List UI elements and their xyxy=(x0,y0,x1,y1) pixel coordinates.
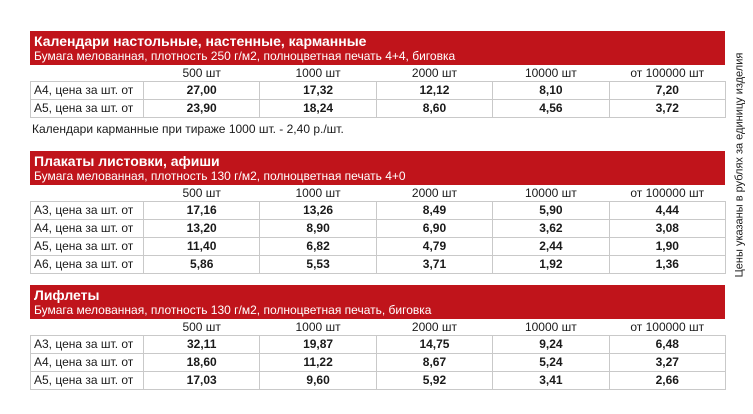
section-header xyxy=(30,31,725,65)
section-title: Плакаты листовки, афиши xyxy=(34,153,220,169)
price-cell: 17,16 xyxy=(144,202,260,220)
row-label: А3, цена за шт. от xyxy=(31,336,144,354)
column-header: 10000 шт xyxy=(524,319,577,334)
column-header: от 100000 шт xyxy=(630,319,705,334)
section-title: Лифлеты xyxy=(34,287,100,303)
table-row xyxy=(31,354,726,372)
price-cell: 18,60 xyxy=(144,354,260,372)
column-header: 500 шт xyxy=(182,65,221,80)
price-cell: 1,90 xyxy=(609,238,725,256)
table-row xyxy=(31,256,726,274)
price-cell: 3,41 xyxy=(493,372,609,390)
row-label: А6, цена за шт. от xyxy=(31,256,144,274)
price-cell: 5,24 xyxy=(493,354,609,372)
column-header: 2000 шт xyxy=(411,319,458,334)
price-cell: 6,82 xyxy=(260,238,376,256)
price-cell: 8,60 xyxy=(376,100,492,118)
section-title: Календари настольные, настенные, карманные xyxy=(34,33,367,49)
price-cell: 5,90 xyxy=(493,202,609,220)
price-cell: 8,90 xyxy=(260,220,376,238)
column-header: 500 шт xyxy=(182,319,221,334)
price-cell: 11,40 xyxy=(144,238,260,256)
column-header: от 100000 шт xyxy=(630,185,705,200)
column-header: 2000 шт xyxy=(411,185,458,200)
row-label: А4, цена за шт. от xyxy=(31,220,144,238)
table-header-row xyxy=(31,65,726,82)
price-cell: 14,75 xyxy=(376,336,492,354)
column-header: 10000 шт xyxy=(524,185,577,200)
row-label: А4, цена за шт. от xyxy=(31,354,144,372)
table-header-row xyxy=(31,319,726,336)
column-header: 1000 шт xyxy=(295,185,341,200)
price-cell: 3,27 xyxy=(609,354,725,372)
price-cell: 5,92 xyxy=(376,372,492,390)
price-cell: 3,08 xyxy=(609,220,725,238)
price-cell: 1,92 xyxy=(493,256,609,274)
table-row xyxy=(31,202,726,220)
column-header xyxy=(31,185,144,202)
price-cell: 8,67 xyxy=(376,354,492,372)
table-row xyxy=(31,336,726,354)
price-cell: 9,60 xyxy=(260,372,376,390)
price-cell: 11,22 xyxy=(260,354,376,372)
price-table xyxy=(30,185,726,274)
price-cell: 2,66 xyxy=(609,372,725,390)
column-header: 1000 шт xyxy=(295,319,341,334)
price-table xyxy=(30,65,726,118)
price-cell: 5,53 xyxy=(260,256,376,274)
price-cell: 17,03 xyxy=(144,372,260,390)
column-header: 500 шт xyxy=(182,185,221,200)
price-cell: 1,36 xyxy=(609,256,725,274)
calendar-pocket-note: Календари карманные при тираже 1000 шт. - 2,40 р./шт. xyxy=(32,122,344,136)
table-row xyxy=(31,372,726,390)
side-note-text: Цены указаны в рублях за единицу изделия xyxy=(733,52,746,278)
section-subtitle: Бумага мелованная, плотность 130 г/м2, полноцветная печать, биговка xyxy=(34,303,432,317)
price-cell: 12,12 xyxy=(376,82,492,100)
price-cell: 4,44 xyxy=(609,202,725,220)
price-cell: 13,26 xyxy=(260,202,376,220)
price-cell: 9,24 xyxy=(493,336,609,354)
column-header: 2000 шт xyxy=(411,65,458,80)
column-header xyxy=(31,319,144,336)
price-cell: 4,56 xyxy=(493,100,609,118)
section-header xyxy=(30,151,725,185)
price-cell: 8,10 xyxy=(493,82,609,100)
price-cell: 3,72 xyxy=(609,100,725,118)
row-label: А3, цена за шт. от xyxy=(31,202,144,220)
price-cell: 17,32 xyxy=(260,82,376,100)
price-cell: 5,86 xyxy=(144,256,260,274)
section-subtitle: Бумага мелованная, плотность 250 г/м2, полноцветная печать 4+4, биговка xyxy=(34,49,456,63)
price-cell: 13,20 xyxy=(144,220,260,238)
price-cell: 3,71 xyxy=(376,256,492,274)
price-cell: 32,11 xyxy=(144,336,260,354)
section-posters xyxy=(30,151,725,274)
section-leaflets xyxy=(30,285,725,390)
column-header: 1000 шт xyxy=(295,65,341,80)
price-cell: 4,79 xyxy=(376,238,492,256)
price-cell: 23,90 xyxy=(144,100,260,118)
row-label: А5, цена за шт. от xyxy=(31,238,144,256)
table-row xyxy=(31,100,726,118)
section-subtitle: Бумага мелованная, плотность 130 г/м2, полноцветная печать 4+0 xyxy=(34,169,406,183)
price-cell: 19,87 xyxy=(260,336,376,354)
side-note xyxy=(731,40,747,290)
price-cell: 6,90 xyxy=(376,220,492,238)
row-label: А4, цена за шт. от xyxy=(31,82,144,100)
table-row xyxy=(31,82,726,100)
price-cell: 2,44 xyxy=(493,238,609,256)
column-header: 10000 шт xyxy=(524,65,577,80)
price-cell: 7,20 xyxy=(609,82,725,100)
price-cell: 18,24 xyxy=(260,100,376,118)
column-header xyxy=(31,65,144,82)
price-cell: 6,48 xyxy=(609,336,725,354)
table-header-row xyxy=(31,185,726,202)
section-calendars xyxy=(30,31,725,118)
column-header: от 100000 шт xyxy=(630,65,705,80)
price-cell: 8,49 xyxy=(376,202,492,220)
row-label: А5, цена за шт. от xyxy=(31,100,144,118)
row-label: А5, цена за шт. от xyxy=(31,372,144,390)
table-row xyxy=(31,220,726,238)
price-table xyxy=(30,319,726,390)
section-header xyxy=(30,285,725,319)
table-row xyxy=(31,238,726,256)
price-cell: 27,00 xyxy=(144,82,260,100)
price-cell: 3,62 xyxy=(493,220,609,238)
